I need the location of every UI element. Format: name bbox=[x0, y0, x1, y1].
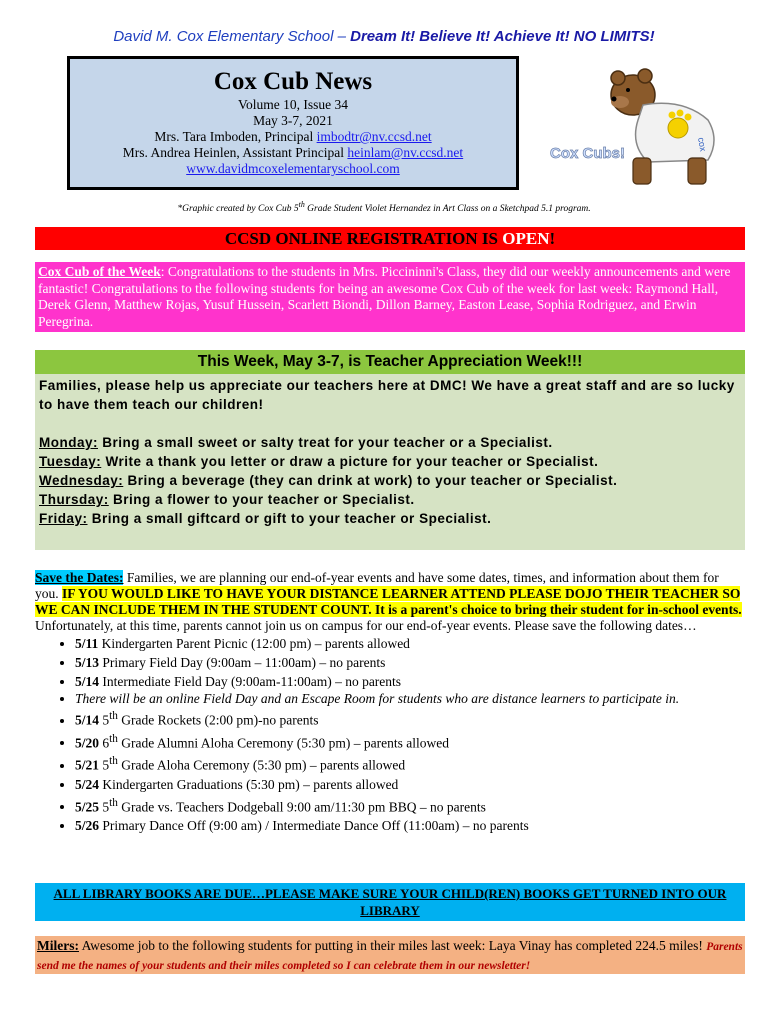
event-text: Grade Alumni Aloha Ceremony (5:30 pm) – parents allowed bbox=[117, 735, 449, 750]
appreciation-day bbox=[39, 490, 741, 509]
event-date: 5/13 bbox=[75, 655, 100, 670]
event-sup: th bbox=[109, 732, 118, 745]
milers-label: Milers: bbox=[37, 938, 79, 953]
event-grade: 6 bbox=[99, 735, 110, 750]
registration-text: CCSD ONLINE REGISTRATION IS bbox=[224, 229, 503, 248]
event-text: There will be an online Field Day and an Escape Room for students who are distance learners to participate in. bbox=[75, 691, 680, 706]
appreciation-day bbox=[39, 509, 741, 528]
list-item bbox=[75, 816, 745, 835]
save-the-dates-section bbox=[35, 570, 745, 835]
list-item bbox=[75, 775, 745, 794]
save-dates-label: Save the Dates: bbox=[35, 570, 124, 585]
save-dates-intro: Families, we are planning our end-of-year events and have some dates, times, and information about them for you. bbox=[35, 570, 719, 601]
principal-line bbox=[70, 129, 516, 145]
list-item bbox=[75, 794, 745, 817]
event-date: 5/11 bbox=[75, 636, 99, 651]
day-text: Bring a flower to your teacher or Specialist. bbox=[108, 492, 415, 507]
event-date: 5/21 bbox=[75, 757, 100, 773]
school-tagline bbox=[0, 28, 768, 45]
assistant-email-link[interactable]: heinlam@nv.ccsd.net bbox=[347, 145, 464, 160]
day-text: Write a thank you letter or draw a picture for your teacher or Specialist. bbox=[101, 454, 599, 469]
event-text: Intermediate Field Day (9:00am-11:00am) – no parents bbox=[99, 674, 402, 689]
list-item bbox=[75, 707, 745, 730]
assistant-name: Mrs. Andrea Heinlen, Assistant Principal bbox=[122, 145, 348, 160]
day-label: Thursday: bbox=[39, 492, 109, 507]
list-item bbox=[75, 634, 745, 653]
principal-name: Mrs. Tara Imboden, Principal bbox=[154, 129, 317, 144]
newsletter-title: Cox Cub News bbox=[213, 68, 373, 95]
shirt-text: cox bbox=[696, 136, 709, 153]
save-dates-paragraph bbox=[35, 570, 745, 634]
event-grade: 5 bbox=[99, 757, 110, 773]
website-line bbox=[70, 161, 516, 177]
day-label: Friday: bbox=[39, 511, 88, 526]
event-grade: 5 bbox=[99, 799, 110, 814]
event-text: Grade Rockets (2:00 pm)-no parents bbox=[117, 712, 319, 728]
tagline-separator: – bbox=[333, 28, 351, 45]
credit-text: *Graphic created by Cox Cub 5 bbox=[177, 204, 299, 215]
event-date: 5/26 bbox=[75, 818, 100, 833]
event-date: 5/20 bbox=[75, 735, 100, 750]
library-banner: ALL LIBRARY BOOKS ARE DUE…PLEASE MAKE SURE YOUR CHILD(REN) BOOKS GET TURNED INTO OUR LIBRARY bbox=[35, 883, 745, 921]
appreciation-intro: Families, please help us appreciate our teachers here at DMC! We have a great staff and are so lucky to have them teach our children! bbox=[39, 378, 735, 412]
milers-text: Awesome job to the following students for putting in their miles last week: Laya Vinay has completed 224.5 miles! bbox=[78, 938, 707, 953]
appreciation-day bbox=[39, 471, 741, 490]
appreciation-day bbox=[39, 433, 741, 452]
credit-text-end: Grade Student Violet Hernandez in Art Class on a Sketchpad 5.1 program. bbox=[304, 204, 591, 215]
event-sup: th bbox=[109, 796, 118, 809]
registration-open: OPEN bbox=[502, 229, 550, 248]
event-text: Grade vs. Teachers Dodgeball 9:00 am/11:30 pm BBQ – no parents bbox=[117, 799, 486, 814]
day-label: Wednesday: bbox=[39, 473, 124, 488]
bear-mascot-icon bbox=[548, 60, 728, 190]
teacher-appreciation-section bbox=[35, 350, 745, 550]
event-text: Kindergarten Graduations (5:30 pm) – parents allowed bbox=[99, 776, 399, 792]
event-sup: th bbox=[109, 755, 118, 767]
event-text: Primary Field Day (9:00am – 11:00am) – no parents bbox=[99, 655, 386, 670]
day-text: Bring a beverage (they can drink at work) to your teacher or Specialist. bbox=[123, 473, 618, 488]
event-text: Primary Dance Off (9:00 am) / Intermediate Dance Off (11:00am) – no parents bbox=[99, 818, 529, 833]
day-label: Tuesday: bbox=[39, 454, 102, 469]
credit-sup: th bbox=[298, 200, 305, 209]
event-date: 5/14 bbox=[75, 712, 100, 728]
principal-email-link[interactable]: imbodtr@nv.ccsd.net bbox=[316, 129, 432, 144]
list-item bbox=[75, 653, 745, 672]
issue-volume: Volume 10, Issue 34 bbox=[238, 97, 348, 112]
event-text: Kindergarten Parent Picnic (12:00 pm) – parents allowed bbox=[98, 636, 410, 651]
event-date: 5/25 bbox=[75, 799, 100, 814]
appreciation-day bbox=[39, 452, 741, 471]
event-date: 5/14 bbox=[75, 674, 100, 689]
save-dates-highlight: IF YOU WOULD LIKE TO HAVE YOUR DISTANCE LEARNER ATTEND PLEASE DOJO THEIR TEACHER SO WE CAN INCLUDE THEM IN THE STUDENT COUNT. It is a parent's choice to bring their student for in-school events. bbox=[35, 586, 742, 617]
event-grade: 5 bbox=[99, 712, 110, 728]
milers-section bbox=[35, 936, 745, 974]
registration-end: ! bbox=[549, 229, 556, 248]
appreciation-body bbox=[35, 374, 745, 530]
school-name: David M. Cox Elementary School bbox=[113, 28, 334, 45]
event-text: Grade Aloha Ceremony (5:30 pm) – parents allowed bbox=[117, 757, 406, 773]
appreciation-heading: This Week, May 3-7, is Teacher Appreciation Week!!! bbox=[35, 350, 745, 374]
list-item bbox=[75, 672, 745, 691]
newsletter-masthead bbox=[67, 56, 519, 190]
milers-note: Parents send me the names of your students and their miles completed so I can celebrate them in our newsletter! bbox=[37, 941, 743, 972]
day-text: Bring a small sweet or salty treat for your teacher or a Specialist. bbox=[98, 435, 553, 450]
issue-date: May 3-7, 2021 bbox=[253, 113, 333, 128]
day-text: Bring a small giftcard or gift to your teacher or Specialist. bbox=[87, 511, 492, 526]
list-item bbox=[75, 691, 745, 707]
list-item bbox=[75, 752, 745, 775]
event-sup: th bbox=[109, 710, 118, 722]
school-motto: Dream It! Believe It! Achieve It! NO LIMITS! bbox=[350, 28, 655, 45]
cub-of-week-label: Cox Cub of the Week bbox=[38, 264, 161, 279]
save-dates-note: Unfortunately, at this time, parents cannot join us on campus for our end-of-year events. Please save the following dates… bbox=[35, 618, 697, 633]
cub-of-week-section bbox=[35, 262, 745, 332]
school-website-link[interactable]: www.davidmcoxelementaryschool.com bbox=[186, 161, 400, 176]
mascot-caption: Cox Cubs! bbox=[550, 145, 625, 162]
day-label: Monday: bbox=[39, 435, 98, 450]
event-date: 5/24 bbox=[75, 776, 100, 792]
graphic-credit bbox=[0, 200, 768, 214]
assistant-line bbox=[70, 145, 516, 161]
registration-banner bbox=[35, 227, 745, 250]
cub-of-week-text: : Congratulations to the students in Mrs. Piccininni's Class, they did our weekly announcements and were fantastic! Congratulations to the following students for being an awesome Cox Cub of the week for last week: Raymond Hall, Derek Glenn, Matthew Rojas, Yusuf Hussein, Scarlett Biondi, Dillon Barney, Easton Lease, Sophia Rodriguez, and Erwin Peregrina. bbox=[38, 264, 731, 329]
event-list bbox=[35, 634, 745, 835]
list-item bbox=[75, 730, 745, 753]
